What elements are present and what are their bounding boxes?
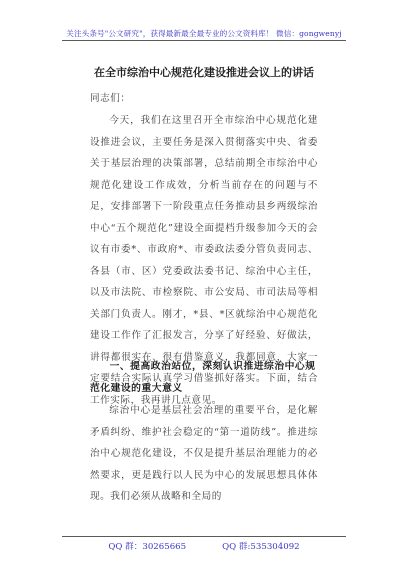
paragraph-opening: 今天，我们在这里召开全市综治中心规范化建设推进会议，主要任务是深入贯彻落实中央、省委关于基层治理的决策部署，总结前期全市综治中心规范化建设工作成效，分析当前存在的问题与不足，安排部署下一阶段重点任务推动县乡两级综治中心“五个规范化”建设全面提档升级参加今天的会议有市委*、市政府*、市委政法委分管负责同志、各县（市、区）党委政法委书记、综治中心主任，以及市法院、市检察院、市公安局、市司法局等相关部门负责人。刚才，*县、*区就综治中心规范化建设工作作了汇报发言，分享了好经验、好做法，讲得都很实在、很有借鉴意义，我都同意，大家一定要结合实际认真学习借鉴抓好落实。下面，结合工作实际，我再讲几点意见。 xyxy=(90,115,318,406)
footer-qq-group-2[interactable]: QQ 群:535304092 xyxy=(222,542,300,552)
header-divider xyxy=(62,40,346,41)
footer-contacts xyxy=(0,540,408,552)
section-heading: 一、提高政治站位，深刻认识推进综治中心规范化建设的重大意义 xyxy=(90,361,316,394)
header-notice[interactable]: 关注头条号"公文研究"，获得最新最全最专业的公文资料库！ 微信：gongwenyj xyxy=(66,29,342,38)
footer-qq-group-1[interactable]: QQ 群：30265665 xyxy=(108,542,187,552)
salutation: 同志们： xyxy=(90,93,131,104)
document-title: 在全市综治中心规范化建设推进会议上的讲话 xyxy=(94,66,314,79)
paragraph-section-1: 综治中心是基层社会治理的重要平台，是化解矛盾纠纷、维护社会稳定的“第一道防线”。推进综治中心规范化建设，不仅是提升基层治理能力的必然要求，更是践行以人民为中心的发展思想具体体现。我们必须从战略和全局的 xyxy=(90,405,318,502)
footer-divider xyxy=(62,536,346,537)
